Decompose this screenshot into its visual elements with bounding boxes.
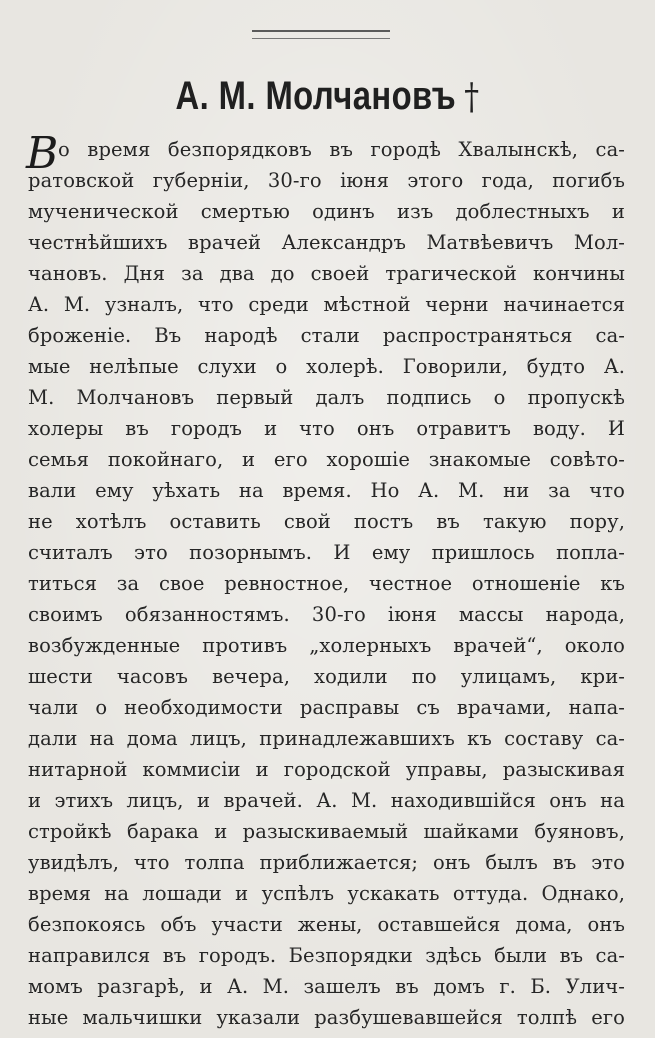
text-line: время на лошади и успѣлъ ускакать оттуда. Однако, xyxy=(28,882,625,905)
text-line: чали о необходимости расправы съ врачами, напа- xyxy=(28,696,625,719)
text-line: мученической смертью одинъ изъ доблестныхъ и xyxy=(28,200,625,223)
text-line: не хотѣлъ оставить свой постъ въ такую пору, xyxy=(28,510,625,533)
text-line: нитарной коммисіи и городской управы, разыскивая xyxy=(28,758,625,781)
text-line: дали на дома лицъ, принадлежавшихъ къ составу са- xyxy=(28,727,625,750)
text-line: безпокоясь объ участи жены, оставшейся дома, онъ xyxy=(28,913,625,936)
text-line: чановъ. Дня за два до своей трагической кончины xyxy=(28,262,625,285)
text-line: М. Молчановъ первый далъ подпись о пропускѣ xyxy=(28,386,625,409)
drop-cap: В xyxy=(26,128,59,179)
text-line: А. М. узналъ, что среди мѣстной черни начинается xyxy=(28,293,625,316)
text-line: считалъ это позорнымъ. И ему пришлось попла- xyxy=(28,541,625,564)
text-line: шести часовъ вечера, ходили по улицамъ, кри- xyxy=(28,665,625,688)
article-title xyxy=(59,72,596,122)
text-line: стройкѣ барака и разыскиваемый шайками буяновъ, xyxy=(28,820,625,843)
text-line: и этихъ лицъ, и врачей. А. М. находившійся онъ на xyxy=(28,789,625,812)
text-line: титься за свое ревностное, честное отношеніе къ xyxy=(28,572,625,595)
text-line: о время безпорядковъ въ городѣ Хвалынскѣ, са- xyxy=(58,138,625,161)
article-body xyxy=(26,128,625,1033)
article-title-text: А. М. Молчановъ xyxy=(175,74,457,118)
text-line: семья покойнаго, и его хорошіе знакомые совѣто- xyxy=(28,448,625,471)
text-line: момъ разгарѣ, и А. М. зашелъ въ домъ г. Б. Улич- xyxy=(28,975,625,998)
text-line: возбужденные противъ „холерныхъ врачей“, около xyxy=(28,634,625,657)
text-line: честнѣйшихъ врачей Александръ Матвѣевичъ Мол- xyxy=(28,231,625,254)
text-line: направился въ городъ. Безпорядки здѣсь были въ са- xyxy=(28,944,625,967)
header-rule xyxy=(252,30,390,39)
cross-icon: † xyxy=(464,77,480,118)
text-line: ратовской губерніи, 30-го іюня этого года, погибъ xyxy=(28,169,625,192)
text-line: увидѣлъ, что толпа приближается; онъ былъ въ это xyxy=(28,851,625,874)
text-line: вали ему уѣхать на время. Но А. М. ни за что xyxy=(28,479,625,502)
text-line: ные мальчишки указали разбушевавшейся толпѣ его xyxy=(28,1006,625,1029)
text-line: своимъ обязанностямъ. 30-го іюня массы народа, xyxy=(28,603,625,626)
text-line: холеры въ городъ и что онъ отравитъ воду. И xyxy=(28,417,625,440)
text-line: броженіе. Въ народѣ стали распространяться са- xyxy=(28,324,625,347)
text-line: мые нелѣпые слухи о холерѣ. Говорили, будто А. xyxy=(28,355,625,378)
